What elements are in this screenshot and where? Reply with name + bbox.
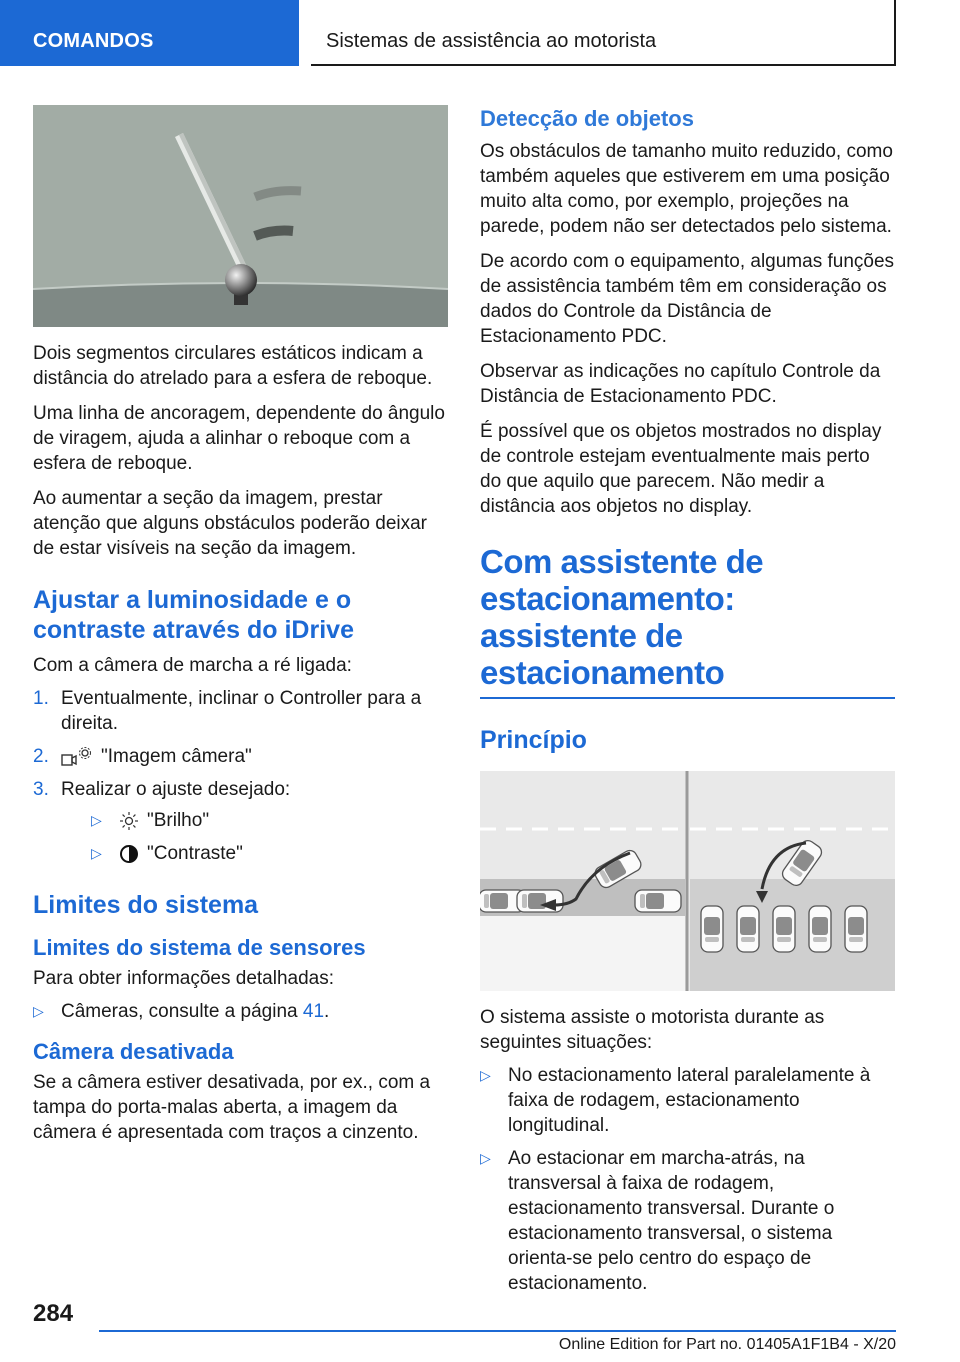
right-column [480,105,895,1304]
parking-scenarios-figure [480,771,895,991]
sub-steps-list [61,808,448,866]
section-tab: COMANDOS [0,0,299,66]
list-item-text: Câmeras, consulte a página [61,1001,303,1022]
sub-step-text: "Contraste" [147,843,243,864]
sub-step-text: "Brilho" [147,810,210,831]
subsection-heading: Câmera desativada [33,1039,234,1064]
list-item [33,744,448,769]
steps-list [33,686,448,866]
list-item [33,686,448,736]
triangle-right-icon: ▷ [480,1067,491,1083]
contrast-icon [119,844,139,864]
paragraph: Uma linha de ancoragem, dependente do ângulo de viragem, ajuda a alinhar o reboque com a esfera de reboque. [33,403,445,474]
trailer-hitch-camera-figure [33,105,448,327]
page-reference-link[interactable]: 41 [302,1001,325,1022]
list-item: ▷ Câmeras, consulte a página 41. [33,1001,330,1022]
list-item [61,808,448,833]
paragraph: Dois segmentos circulares estáticos indicam a distância do atrelado para a esfera de reboque. [33,343,433,389]
chapter-heading: Com assistente de estacionamento: assistente de estacionamento [480,543,895,699]
step-number: 1. [33,688,49,709]
list-item-text: Ao estacionar em marcha-atrás, na transversal à faixa de rodagem, estacionamento transversal. Durante o estacionamento transversal, o sistema orienta-se pelo centro do espaço de estacionamento. [508,1148,835,1294]
page-number: 284 [33,1300,74,1327]
section-heading: Limites do sistema [33,891,259,919]
step-number: 2. [33,746,49,767]
section-heading: Princípio [480,726,587,754]
paragraph: Para obter informações detalhadas: [33,968,335,989]
chapter-title: Sistemas de assistência ao motorista [311,0,896,66]
triangle-right-icon: ▷ [91,845,102,861]
subsection-heading: Limites do sistema de sensores [33,935,366,960]
list-item [33,777,448,866]
step-text: "Imagem câmera" [101,746,252,767]
bullet-list [480,1063,895,1296]
paragraph: Se a câmera estiver desativada, por ex., com a tampa do porta-malas aberta, a imagem da câmera é apresentada com traços a cinzento. [33,1072,431,1143]
triangle-right-icon: ▷ [91,812,102,828]
step-number: 3. [33,779,49,800]
section-heading: Ajustar a luminosidade e o contraste através do iDrive [33,586,354,644]
left-column [33,105,448,1155]
paragraph: É possível que os objetos mostrados no display de controle estejam eventualmente mais perto do que aquilo que parecem. Não medir a distância aos objetos no display. [480,421,882,517]
paragraph: O sistema assiste o motorista durante as seguintes situações: [480,1007,825,1053]
triangle-right-icon: ▷ [480,1150,491,1166]
footer-divider [99,1330,896,1332]
step-text: Realizar o ajuste desejado: [61,779,291,800]
footer-edition: Online Edition for Part no. 01405A1F1B4 - X/20 [558,1336,896,1353]
list-item-text: No estacionamento lateral paralelamente à faixa de rodagem, estacionamento longitudinal. [508,1065,871,1136]
page-header [0,0,960,66]
paragraph: Observar as indicações no capítulo Controle da Distância de Estacionamento PDC. [480,361,881,407]
paragraph: Com a câmera de marcha a ré ligada: [33,655,352,676]
subsection-heading: Detecção de objetos [480,106,694,131]
paragraph: Ao aumentar a seção da imagem, prestar atenção que alguns obstáculos poderão deixar de estar visíveis na seção da imagem. [33,488,428,559]
list-item [480,1146,895,1296]
paragraph: Os obstáculos de tamanho muito reduzido, como também aqueles que estiverem em uma posição muito alta como, por exemplo, projeções na parede, podem não ser detectados pelo sistema. [480,141,893,237]
list-item [480,1063,895,1138]
sun-icon [119,811,139,831]
list-item [61,841,448,866]
step-text: Eventualmente, inclinar o Controller para a direita. [61,688,422,734]
triangle-right-icon: ▷ [33,1003,44,1019]
bullet-list [33,999,448,1024]
camera-settings-icon [61,746,93,768]
paragraph: De acordo com o equipamento, algumas funções de assistência também têm em consideração os dados do Controle da Distância de Estacionamento PDC. [480,251,895,347]
